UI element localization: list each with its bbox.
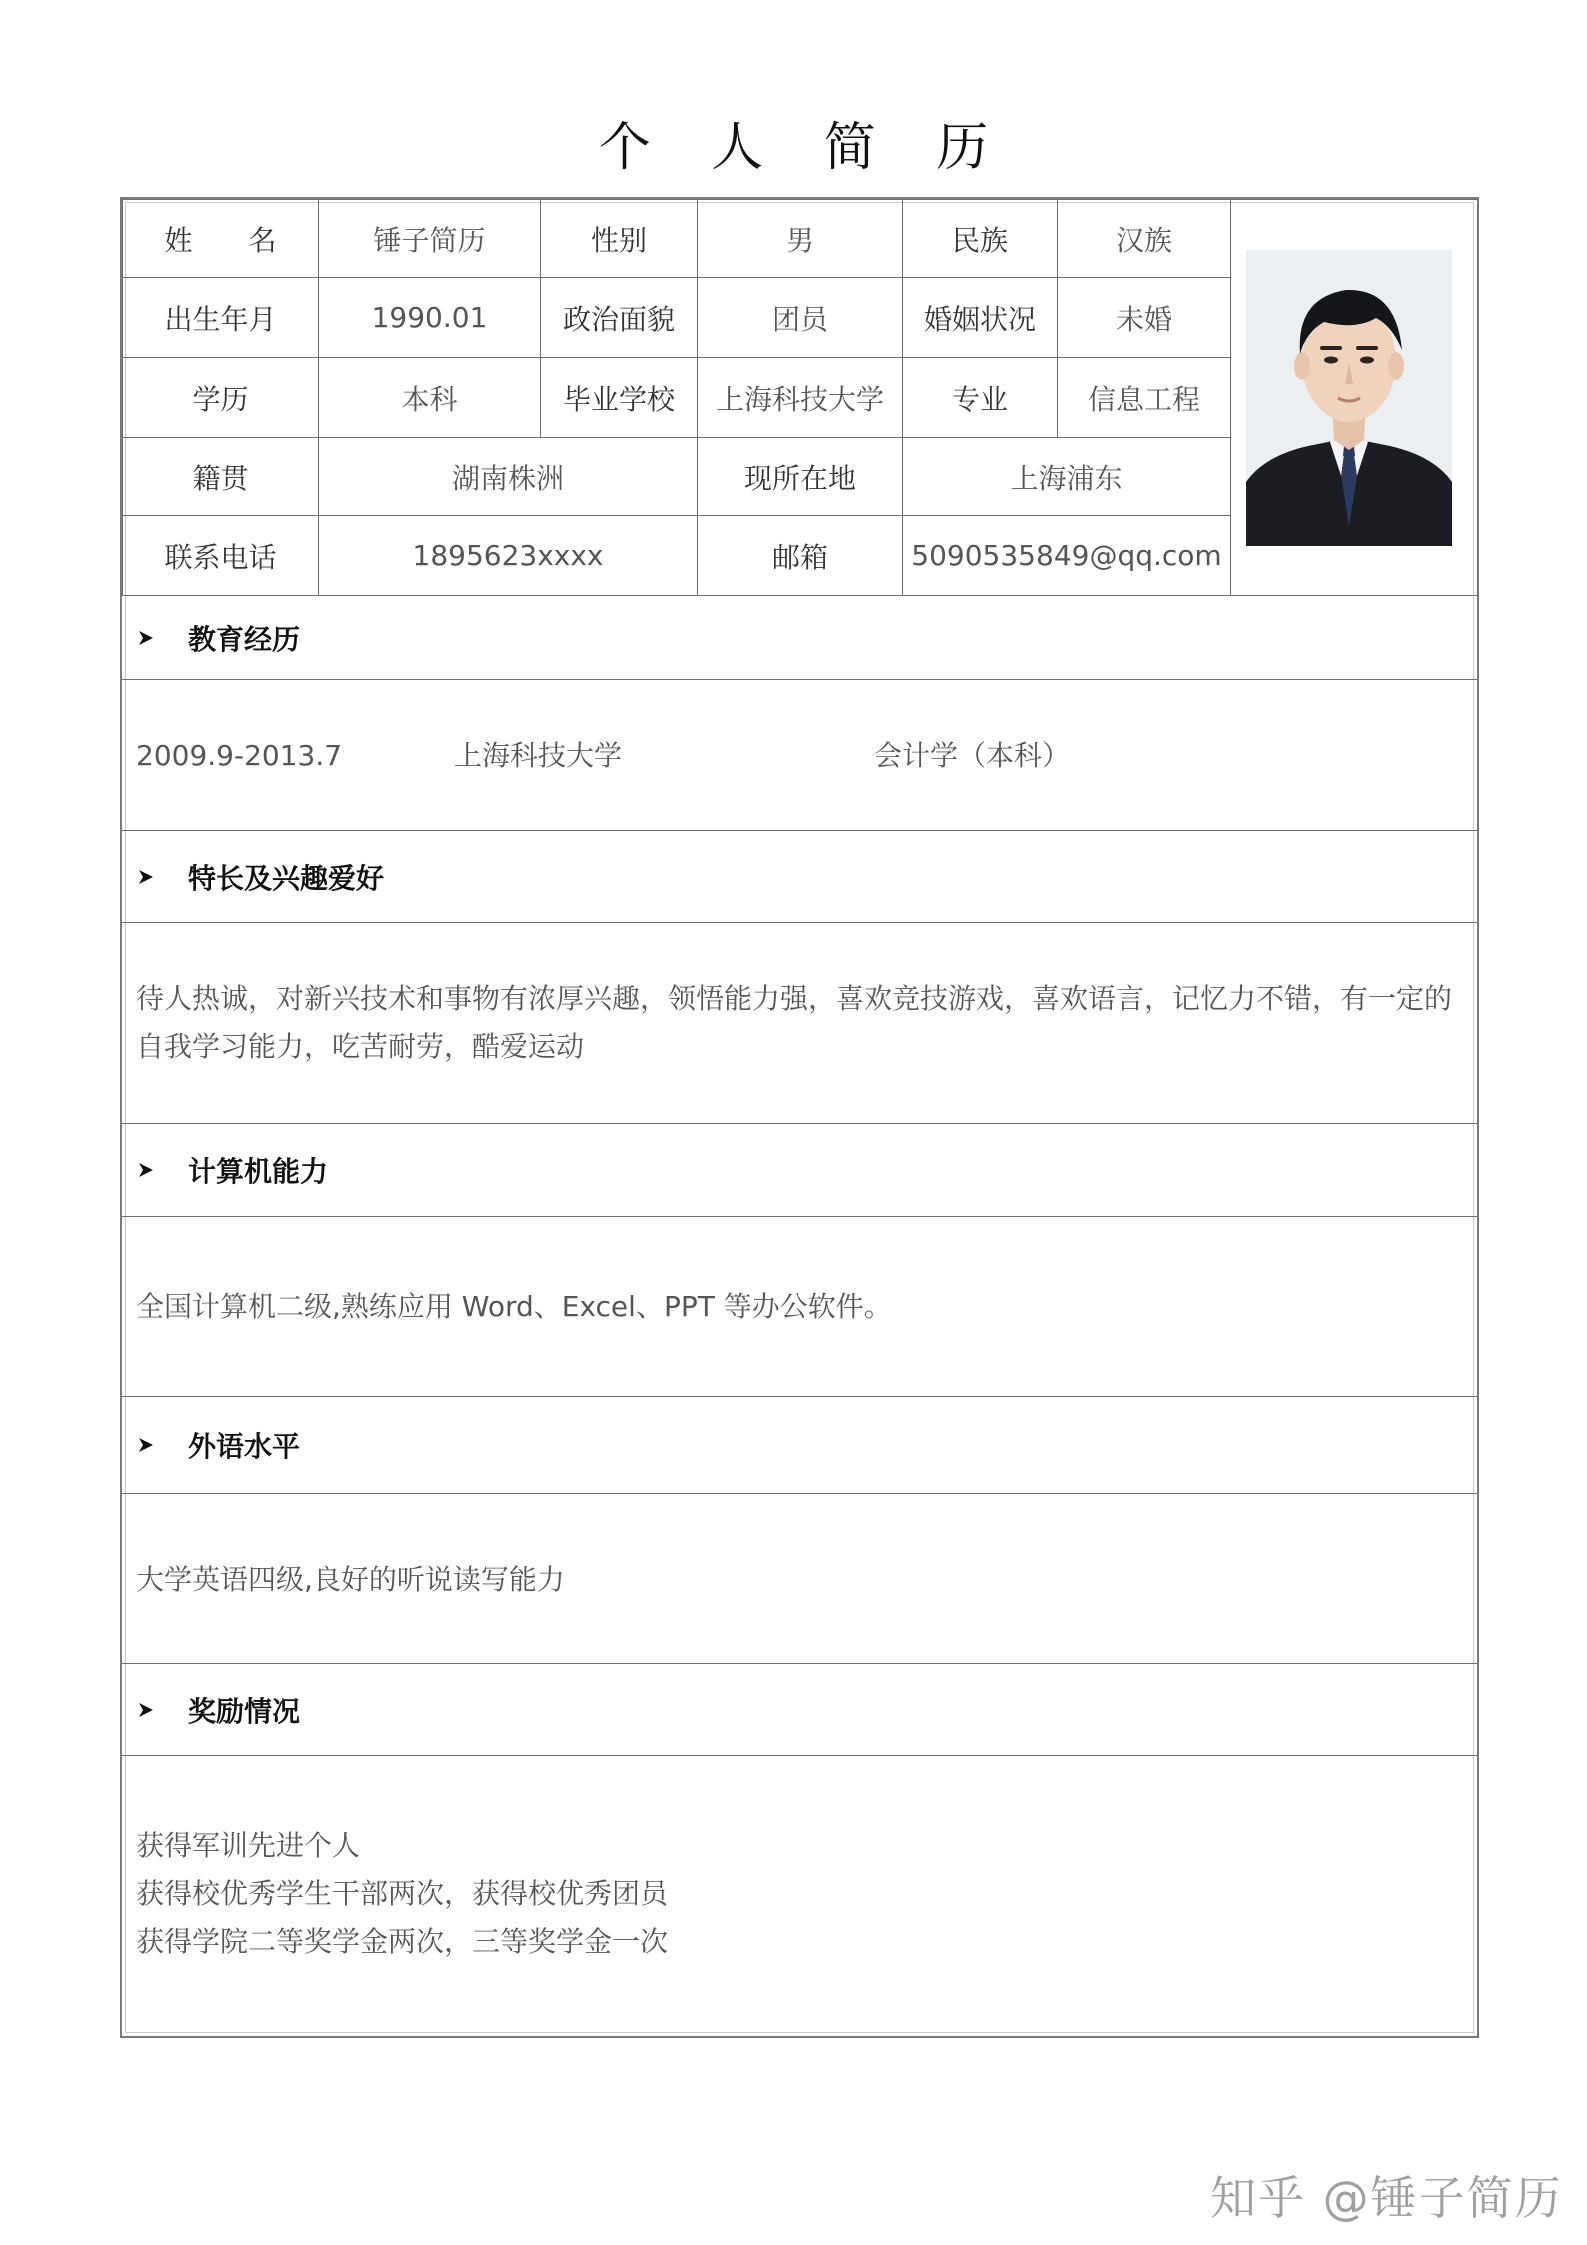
arrow-bullet-icon [138,630,154,646]
computer-body [122,1216,1477,1396]
award-item: 获得校优秀学生干部两次，获得校优秀团员 [136,1877,669,1910]
awards-title: 奖励情况 [188,1694,301,1728]
profile-photo [1246,250,1452,546]
education-period: 2009.9-2013.7 [136,739,343,772]
hometown-value: 湖南株洲 [319,438,698,516]
computer-section-header [122,1123,1477,1216]
photo-cell [1231,200,1478,596]
major-label: 专业 [903,358,1058,438]
school-value: 上海科技大学 [698,358,903,438]
degree-value: 本科 [319,358,541,438]
name-value: 锤子简历 [319,200,541,278]
politics-value: 团员 [698,278,903,358]
education-section-header [122,595,1477,679]
hobbies-body [122,922,1477,1123]
marital-value: 未婚 [1058,278,1231,358]
awards-section-header [122,1663,1477,1755]
watermark: 知乎 @锤子简历 [1210,2171,1563,2225]
education-major: 会计学（本科） [874,739,1071,772]
email-value: 5090535849@qq.com [903,516,1231,596]
awards-body [122,1755,1477,2036]
education-title: 教育经历 [188,622,301,656]
computer-title: 计算机能力 [188,1155,329,1188]
language-title: 外语水平 [188,1430,301,1463]
birth-label: 出生年月 [123,278,319,358]
computer-text: 全国计算机二级,熟练应用 Word、Excel、PPT 等办公软件。 [136,1290,892,1323]
language-body [122,1493,1477,1663]
gender-label: 性别 [541,200,698,278]
name-label: 姓 名 [123,200,319,278]
arrow-bullet-icon [138,1437,154,1453]
basic-info-table [122,199,1478,596]
language-text: 大学英语四级,良好的听说读写能力 [136,1563,565,1596]
major-value: 信息工程 [1058,358,1231,438]
phone-label: 联系电话 [123,516,319,596]
ethnicity-value: 汉族 [1058,200,1231,278]
phone-value: 1895623xxxx [319,516,698,596]
email-label: 邮箱 [698,516,903,596]
location-value: 上海浦东 [903,438,1231,516]
hobbies-line-2: 自我学习能力，吃苦耐劳，酷爱运动 [136,1030,585,1063]
birth-value: 1990.01 [319,278,541,358]
location-label: 现所在地 [698,438,903,516]
award-item: 获得军训先进个人 [136,1829,361,1862]
hobbies-line-1: 待人热诚，对新兴技术和事物有浓厚兴趣，领悟能力强，喜欢竞技游戏，喜欢语言，记忆力不错，有一定的 [136,982,1453,1015]
hobbies-title: 特长及兴趣爱好 [188,861,385,895]
portrait-illustration [1246,250,1452,546]
arrow-bullet-icon [138,869,154,885]
ethnicity-label: 民族 [903,200,1058,278]
arrow-bullet-icon [138,1162,154,1178]
education-body [122,679,1477,830]
hobbies-section-header [122,830,1477,922]
arrow-bullet-icon [138,1702,154,1718]
page-title: 个 人 简 历 [598,118,1011,178]
award-item: 获得学院二等奖学金两次，三等奖学金一次 [136,1925,669,1958]
gender-value: 男 [698,200,903,278]
school-label: 毕业学校 [541,358,698,438]
degree-label: 学历 [123,358,319,438]
hometown-label: 籍贯 [123,438,319,516]
politics-label: 政治面貌 [541,278,698,358]
language-section-header [122,1396,1477,1493]
education-school: 上海科技大学 [454,739,623,772]
marital-label: 婚姻状况 [903,278,1058,358]
